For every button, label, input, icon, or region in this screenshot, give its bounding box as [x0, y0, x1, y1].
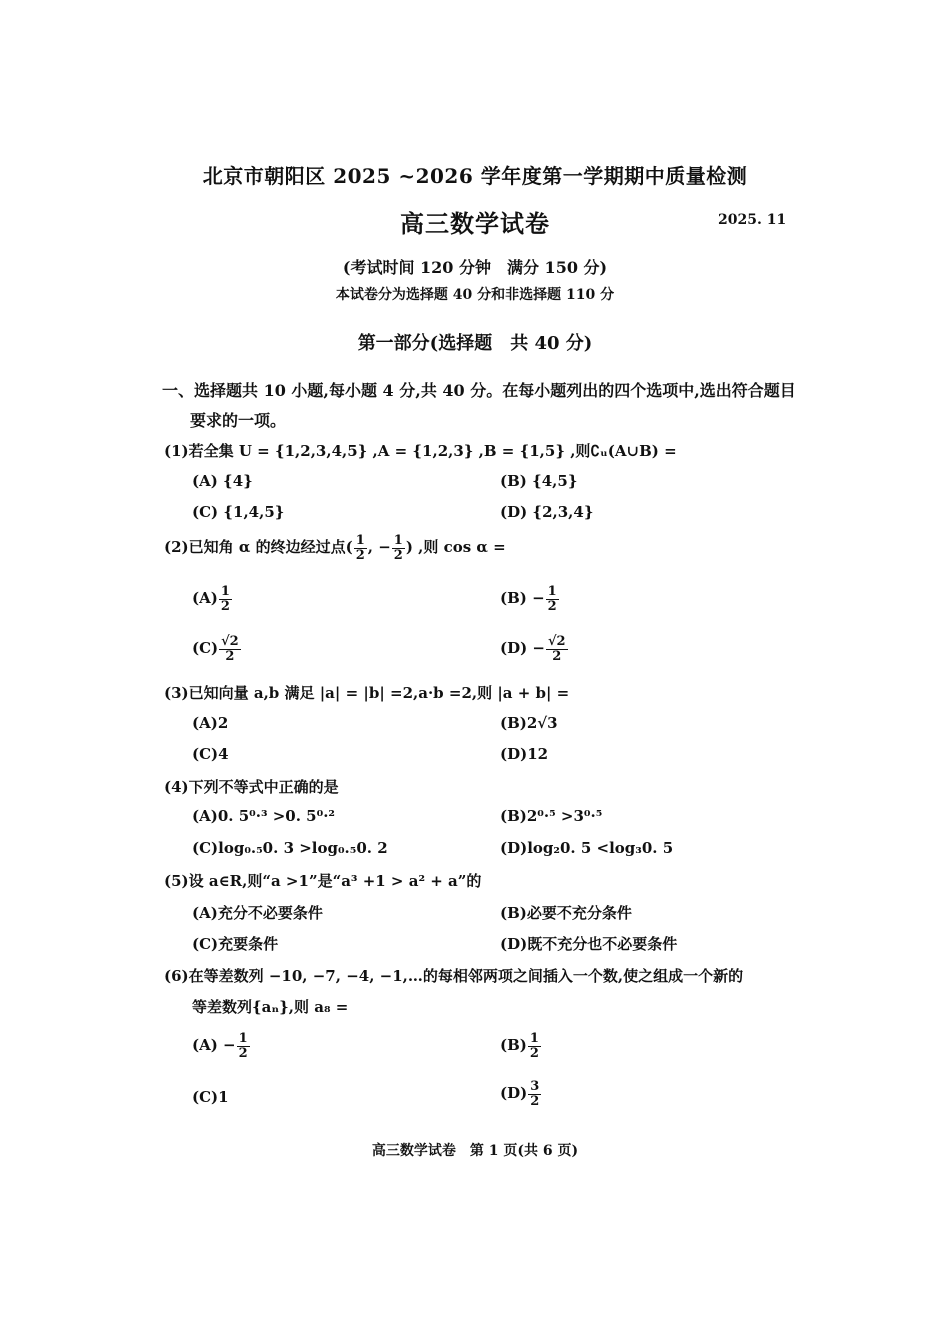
question-4-stem: (4)下列不等式中正确的是 [164, 778, 339, 796]
exam-date: 2025. 11 [718, 212, 787, 228]
question-2-option-b [500, 585, 560, 613]
question-3-option-c: (C)4 [192, 745, 229, 763]
question-6-option-b [500, 1032, 542, 1060]
section-instruction-line1: 一、选择题共 10 小题,每小题 4 分,共 40 分。在每小题列出的四个选项中,选出符合题目 [162, 381, 796, 400]
fraction-denominator: 2 [529, 1045, 539, 1061]
fraction-numerator: 1 [238, 1031, 248, 1046]
question-2-stem-pre: (2)已知角 α 的终边经过点( [164, 538, 353, 557]
question-2-option-d [500, 635, 569, 663]
question-2-stem-mid: , − [367, 538, 391, 557]
option-label: (B) − [500, 589, 545, 608]
option-label: (C) [192, 639, 219, 658]
point-y-fraction [392, 534, 405, 562]
score-distribution: 本试卷分为选择题 40 分和非选择题 110 分 [335, 287, 615, 303]
question-6-stem-line2: 等差数列{aₙ},则 a₈ = [192, 998, 349, 1016]
fraction-denominator: 2 [393, 547, 403, 563]
page-footer: 高三数学试卷 第 1 页(共 6 页) [371, 1143, 579, 1159]
fraction-denominator: 2 [220, 598, 230, 614]
question-2-option-c [192, 635, 242, 663]
exam-time-info: (考试时间 120 分钟 满分 150 分) [342, 258, 608, 277]
question-5-option-c: (C)充要条件 [192, 935, 279, 953]
exam-title: 北京市朝阳区 2025 ~2026 学年度第一学期期中质量检测 [202, 164, 748, 188]
fraction-numerator: 3 [530, 1079, 540, 1094]
question-1-option-c: (C) {1,4,5} [192, 503, 285, 521]
question-6-stem-line1: (6)在等差数列 −10, −7, −4, −1,…的每相邻两项之间插入一个数,使之组成一个新的 [164, 967, 744, 985]
option-fraction [546, 635, 568, 663]
question-6-option-a [192, 1032, 251, 1060]
fraction-numerator: 1 [529, 1031, 539, 1046]
exam-subtitle: 高三数学试卷 [400, 209, 550, 238]
point-x-fraction [354, 534, 367, 562]
fraction-denominator: 2 [355, 547, 365, 563]
option-fraction [237, 1032, 250, 1060]
question-5-option-a: (A)充分不必要条件 [192, 904, 323, 922]
question-3-option-a: (A)2 [192, 714, 229, 732]
question-4-option-d: (D)log₂0. 5 <log₃0. 5 [500, 839, 674, 857]
question-3-stem: (3)已知向量 a,b 满足 |a| = |b| =2,a·b =2,则 |a + b| = [164, 684, 570, 702]
fraction-numerator: √2 [548, 634, 566, 649]
question-4-option-b: (B)2⁰·⁵ >3⁰·⁵ [500, 807, 603, 825]
question-2-stem-post: ) ,则 cos α = [405, 538, 506, 557]
question-5-option-d: (D)既不充分也不必要条件 [500, 935, 678, 953]
question-5-option-b: (B)必要不充分条件 [500, 904, 632, 922]
option-label: (D) − [500, 639, 545, 658]
fraction-denominator: 2 [238, 1045, 248, 1061]
fraction-denominator: 2 [225, 648, 235, 664]
option-fraction [528, 1080, 541, 1108]
section-instruction-line2: 要求的一项。 [190, 411, 287, 430]
question-1-stem: (1)若全集 U = {1,2,3,4,5} ,A = {1,2,3} ,B = {1,5} ,则∁ᵤ(A∪B) = [164, 442, 677, 460]
question-3-option-d: (D)12 [500, 745, 549, 763]
option-label: (B) [500, 1036, 527, 1055]
option-fraction [528, 1032, 541, 1060]
fraction-numerator: √2 [221, 634, 239, 649]
fraction-numerator: 1 [220, 584, 230, 599]
part-one-title: 第一部分(选择题 共 40 分) [357, 333, 593, 354]
option-label: (D) [500, 1084, 528, 1103]
option-fraction [219, 635, 241, 663]
question-3-option-b: (B)2√3 [500, 714, 558, 732]
question-2-stem [164, 534, 506, 562]
question-2-option-a [192, 585, 233, 613]
fraction-denominator: 2 [547, 598, 557, 614]
option-fraction [546, 585, 559, 613]
option-fraction [219, 585, 232, 613]
question-1-option-d: (D) {2,3,4} [500, 503, 594, 521]
option-label: (A) [192, 589, 218, 608]
question-4-option-c: (C)log₀.₅0. 3 >log₀.₅0. 2 [192, 839, 388, 857]
question-4-option-a: (A)0. 5⁰·³ >0. 5⁰·² [192, 807, 335, 825]
option-label: (A) − [192, 1036, 236, 1055]
question-6-option-c: (C)1 [192, 1088, 229, 1106]
fraction-denominator: 2 [530, 1093, 540, 1109]
question-5-stem: (5)设 a∈R,则“a >1”是“a³ +1 > a² + a”的 [164, 872, 482, 890]
question-1-option-b: (B) {4,5} [500, 472, 578, 490]
question-1-option-a: (A) {4} [192, 472, 253, 490]
fraction-numerator: 1 [355, 533, 365, 548]
fraction-numerator: 1 [393, 533, 403, 548]
fraction-numerator: 1 [547, 584, 557, 599]
fraction-denominator: 2 [552, 648, 562, 664]
question-6-option-d [500, 1080, 542, 1108]
